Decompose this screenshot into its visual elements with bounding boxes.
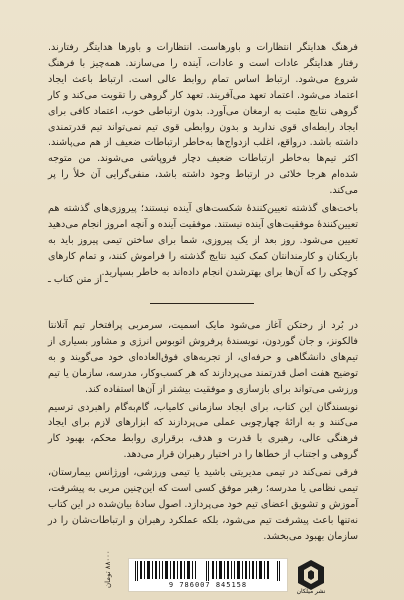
description-paragraph-1: در بُرد از رختکن آغاز می‌شود مایک اسمیت، سرمربی پرافتخار تیم آتلانتا فالکونز، و جان گوردون، نویسندهٔ پرفروش اتوبوس انرژی و مشاور بسیاری از تیم‌های دانشگاهی و حرفه‌ای، از تجربه‌های فوق‌العاده‌ای خود می‌گویند و به توضیح هفت اصل قدرتمند می‌پردازند که هر کسب‌وکار، مدرسه، سازمان یا تیم ورزشی می‌تواند برای بازسازی و موفقیت بیشتر از آن‌ها استفاده کند.: [48, 320, 358, 395]
excerpt-paragraph-2: باخت‌های گذشته تعیین‌کنندهٔ شکست‌های آینده نیستند؛ پیروزی‌های گذشته هم تعیین‌کنندهٔ موفقیت‌های آینده نیستند. موفقیت آینده و آنچه امروز انجام می‌دهید تعیین می‌شود. روز بعد از یک پیروزی، شما برای ساختن تیمی پیروز باید به بازیکنان و کارمندانتان کمک کنید نتایج گذشته را فراموش کنند، و تمام کارهای کوچکی را که آن‌ها برای بهترشدن انجام داده‌اند به خاطر بسپارید.: [48, 203, 358, 278]
barcode-icon: [133, 561, 283, 581]
section-divider: [150, 303, 254, 304]
isbn-digits: 9 786007 845158: [168, 581, 248, 589]
publisher-name: نشر میلکان: [296, 588, 326, 595]
publisher-logo-icon: [294, 558, 328, 592]
book-description: [48, 318, 358, 547]
excerpt-source: ـ از متن کتاب ـ: [48, 274, 108, 285]
book-excerpt: [48, 40, 358, 283]
description-paragraph-3: فرقی نمی‌کند در تیمی مدیریتی باشید یا تیمی ورزشی، اورژانس بیمارستان، تیمی نظامی یا مدرسه؛ رهبر موفق کسی است که این‌چنین مربی به پیشرفت، آموزش و تشویق اعضای تیم خود می‌پردازد. اصول سادهٔ بیان‌شده در این کتاب نه‌تنها باعث پیشرفت تیم می‌شود، بلکه عملکرد رهبران و ارتباطات‌شان را در سازمان بهبود می‌بخشد.: [48, 467, 358, 542]
description-paragraph-2: نویسندگان این کتاب، برای ایجاد سازمانی کامیاب، گام‌به‌گام راهبردی ترسیم می‌کنند و به ارائهٔ چهارچوبی عملی می‌پردازند که ابزارهای لازم برای ایجاد فرهنگی عالی، رهبری با قدرت و هدف، برقراری روابط محکم، بهبود کار گروهی و اجتناب از خطاها را در اختیار رهبران قرار می‌دهد.: [48, 401, 358, 461]
price-label: ۸۸۰۰۰ تومان: [104, 550, 112, 588]
excerpt-paragraph-1: فرهنگ هدایتگر انتظارات و باورهاست. انتظارات و باورها هدایتگر رفتارند. رفتار هدایتگر عادات است و عادات، آینده را می‌سازند. همه‌چیز با فرهنگ شروع می‌شود. ارتباط اساس تمام روابط عالی است. ارتباط باعث ایجاد اعتماد می‌شود. اعتماد تعهد می‌آفریند. تعهد کار گروهی را تقویت می‌کند و کار گروهی نتایج مثبت به ارمغان می‌آورد. بدون ارتباطی خوب، اعتماد کافی برای ایجاد رابطه‌ای قوی ندارید و بدون روابطی قوی تیم نمی‌تواند تیم قدرتمندی داشته باشد. درواقع، اغلب ازدواج‌ها به‌خاطر ارتباطات ضعیف از هم می‌پاشند. اکثر تیم‌ها به‌خاطر ارتباطات ضعیف دچار فروپاشی می‌شوند. من متوجه شده‌ام هرجا خلائی در ارتباط وجود داشته باشد، منفی‌گرایی آن خلأ را پر می‌کند.: [48, 42, 358, 197]
isbn-barcode: [128, 558, 288, 592]
